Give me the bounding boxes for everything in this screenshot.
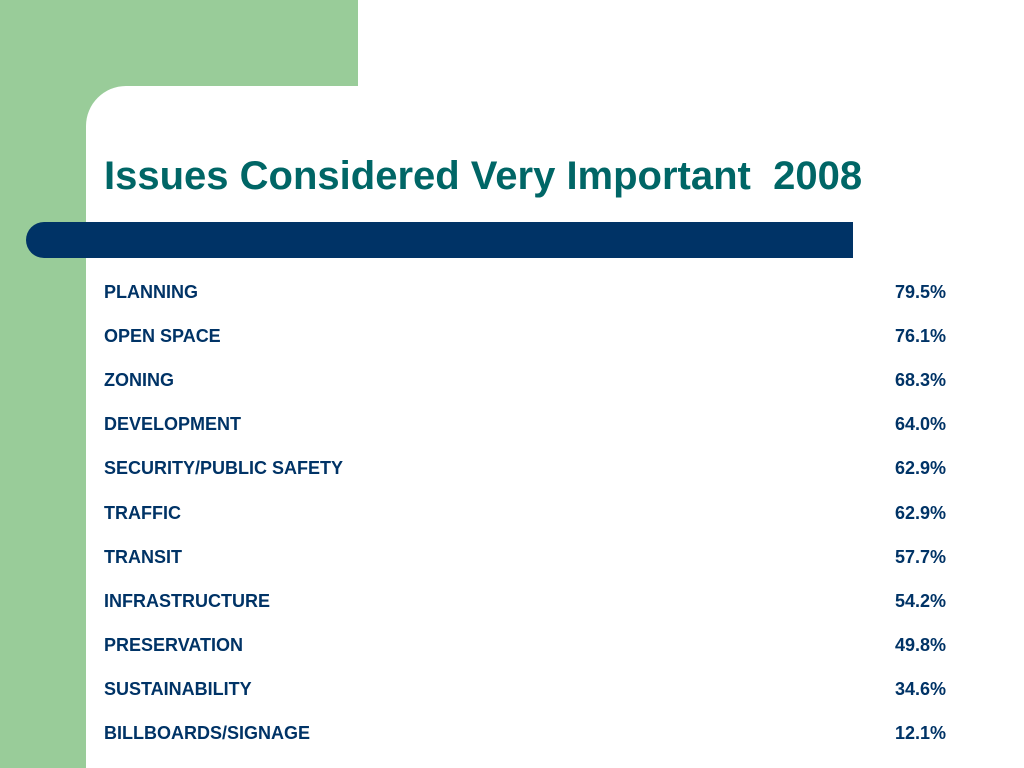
issue-row [104,403,946,447]
issue-name: PRESERVATION [104,635,244,656]
issue-row [104,668,946,712]
issue-name: SECURITY/PUBLIC SAFETY [104,458,344,479]
issue-percentage: 34.6% [894,679,946,700]
issue-percentage: 64.0% [894,414,946,435]
issue-name: OPEN SPACE [104,325,221,346]
issue-percentage: 54.2% [894,590,946,611]
issues-list [104,270,946,756]
issue-percentage: 76.1% [894,325,946,346]
issue-name: TRAFFIC [104,502,181,523]
issue-name: BILLBOARDS/SIGNAGE [104,723,311,744]
issue-row [104,579,946,623]
title-underline-bar [26,222,853,258]
issue-row [104,491,946,535]
issue-row [104,712,946,756]
issue-row [104,447,946,491]
issue-percentage: 62.9% [894,502,946,523]
issue-percentage: 57.7% [894,546,946,567]
issue-percentage: 79.5% [894,281,946,302]
issue-row [104,314,946,358]
issue-name: TRANSIT [104,546,182,567]
issue-percentage: 62.9% [894,458,946,479]
issue-name: DEVELOPMENT [104,414,242,435]
issue-row [104,270,946,314]
issue-percentage: 12.1% [894,723,946,744]
issue-name: PLANNING [104,281,198,302]
issue-name: ZONING [104,369,174,390]
slide-title: Issues Considered Very Important 2008 [104,154,863,198]
issue-row [104,624,946,668]
issue-row [104,358,946,402]
issue-row [104,535,946,579]
issue-name: SUSTAINABILITY [104,679,252,700]
issue-percentage: 68.3% [894,369,946,390]
issue-name: INFRASTRUCTURE [104,590,270,611]
issue-percentage: 49.8% [894,635,946,656]
